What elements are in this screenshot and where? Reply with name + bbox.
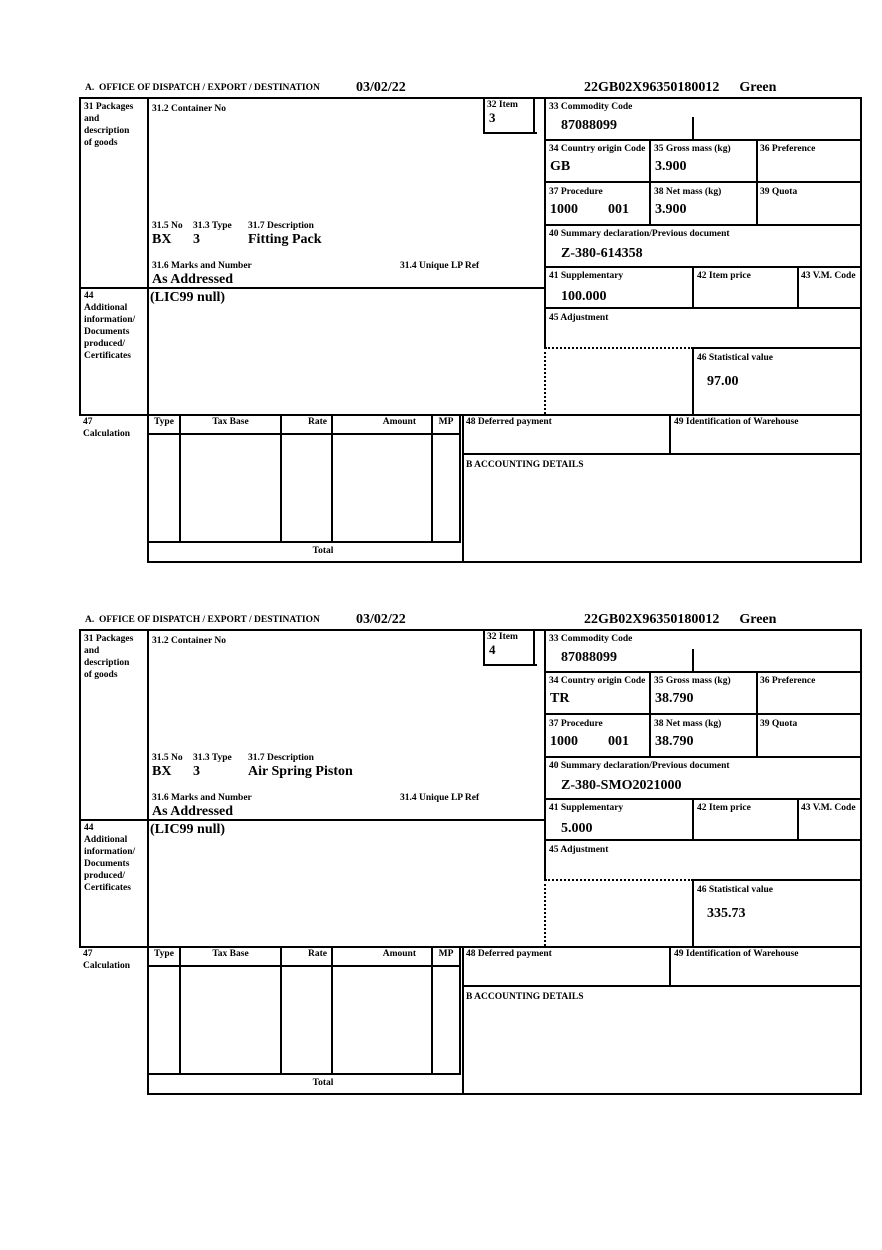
- warehouse-id-label: 49 Identification of Warehouse: [674, 949, 799, 959]
- adjustment-label: 45 Adjustment: [549, 313, 609, 323]
- item-price-label: 42 Item price: [697, 271, 751, 281]
- deferred-payment-label: 48 Deferred payment: [466, 417, 552, 427]
- commodity-code-label: 33 Commodity Code: [549, 102, 633, 112]
- calc-col-amount: Amount: [382, 949, 416, 959]
- net-mass-value: 38.790: [655, 734, 694, 749]
- procedure-label: 37 Procedure: [549, 187, 603, 197]
- supplementary-label: 41 Supplementary: [549, 803, 624, 813]
- goods-description-value: Air Spring Piston: [248, 764, 353, 779]
- accounting-details-label: B ACCOUNTING DETAILS: [466, 460, 584, 470]
- additional-info-label-line6: Certificates: [84, 351, 131, 361]
- item-price-label: 42 Item price: [697, 803, 751, 813]
- additional-info-label-line4: Documents: [84, 327, 130, 337]
- summary-declaration-value: Z-380-SMO2021000: [561, 778, 682, 793]
- calc-col-rate: Rate: [308, 417, 327, 427]
- calculation-label-line2: Calculation: [83, 961, 130, 971]
- total-label: Total: [312, 546, 334, 556]
- movement-reference-number: 22GB02X96350180012: [584, 612, 720, 627]
- supplementary-value: 100.000: [561, 289, 607, 304]
- gross-mass-label: 35 Gross mass (kg): [654, 144, 731, 154]
- declaration-reference: [584, 80, 776, 95]
- preference-label: 36 Preference: [760, 144, 816, 154]
- calc-col-rate: Rate: [308, 949, 327, 959]
- commodity-code-label: 33 Commodity Code: [549, 634, 633, 644]
- accounting-details-label: B ACCOUNTING DETAILS: [466, 992, 584, 1002]
- additional-info-label-line4: Documents: [84, 859, 130, 869]
- packages-label-line4: of goods: [84, 670, 118, 680]
- statistical-value: 335.73: [707, 906, 746, 921]
- marks-number-label: 31.6 Marks and Number: [152, 261, 252, 271]
- marks-number-value: As Addressed: [152, 804, 234, 819]
- additional-info-label-line6: Certificates: [84, 883, 131, 893]
- office-of-dispatch-label: A. OFFICE OF DISPATCH / EXPORT / DESTINATION: [85, 615, 320, 625]
- container-no-label: 31.2 Container No: [152, 104, 226, 114]
- net-mass-label: 38 Net mass (kg): [654, 187, 722, 197]
- country-origin-label: 34 Country origin Code: [549, 676, 646, 686]
- additional-info-label-line1: 44: [84, 823, 94, 833]
- additional-info-label-line3: information/: [84, 315, 136, 325]
- route-indicator: Green: [739, 80, 777, 95]
- gross-mass-label: 35 Gross mass (kg): [654, 676, 731, 686]
- declaration-item-section-1: [0, 80, 882, 564]
- description-label: 31.7 Description: [248, 753, 314, 763]
- deferred-payment-label: 48 Deferred payment: [466, 949, 552, 959]
- marks-number-label: 31.6 Marks and Number: [152, 793, 252, 803]
- commodity-code-value: 87088099: [561, 118, 617, 133]
- calculation-label-line1: 47: [83, 949, 93, 959]
- statistical-value: 97.00: [707, 374, 739, 389]
- net-mass-value: 3.900: [655, 202, 687, 217]
- calc-col-tax-base: Tax Base: [212, 417, 249, 427]
- statistical-value-label: 46 Statistical value: [697, 885, 773, 895]
- additional-info-value: (LIC99 null): [150, 290, 226, 305]
- packages-no-value: BX: [152, 232, 172, 247]
- movement-reference-number: 22GB02X96350180012: [584, 80, 720, 95]
- vm-code-label: 43 V.M. Code: [801, 271, 856, 281]
- net-mass-label: 38 Net mass (kg): [654, 719, 722, 729]
- summary-declaration-label: 40 Summary declaration/Previous document: [549, 229, 730, 239]
- packages-label-line2: and: [84, 646, 100, 656]
- commodity-code-value: 87088099: [561, 650, 617, 665]
- calc-col-type: Type: [154, 949, 174, 959]
- statistical-value-label: 46 Statistical value: [697, 353, 773, 363]
- packages-label-line4: of goods: [84, 138, 118, 148]
- goods-description-value: Fitting Pack: [248, 232, 322, 247]
- item-no-value: 4: [489, 642, 496, 657]
- route-indicator: Green: [739, 612, 777, 627]
- quota-label: 39 Quota: [760, 719, 798, 729]
- total-label: Total: [312, 1078, 334, 1088]
- dispatch-date: 03/02/22: [356, 612, 406, 627]
- summary-declaration-label: 40 Summary declaration/Previous document: [549, 761, 730, 771]
- gross-mass-value: 38.790: [655, 691, 694, 706]
- additional-info-label-line3: information/: [84, 847, 136, 857]
- packages-type-label: 31.3 Type: [193, 221, 232, 231]
- country-origin-value: GB: [550, 159, 571, 174]
- additional-info-label-line5: produced/: [84, 871, 126, 881]
- calc-col-tax-base: Tax Base: [212, 949, 249, 959]
- calc-col-mp: MP: [438, 949, 454, 959]
- packages-no-label: 31.5 No: [152, 753, 183, 763]
- marks-number-value: As Addressed: [152, 272, 234, 287]
- quota-label: 39 Quota: [760, 187, 798, 197]
- calc-col-type: Type: [154, 417, 174, 427]
- procedure-value: 1000: [550, 734, 578, 749]
- summary-declaration-value: Z-380-614358: [561, 246, 643, 261]
- additional-info-label-line2: Additional: [84, 303, 128, 313]
- item-label: 32 Item: [487, 632, 518, 642]
- declaration-item-section-2: [0, 612, 882, 1096]
- unique-lp-ref-label: 31.4 Unique LP Ref: [400, 261, 480, 271]
- item-no-value: 3: [489, 110, 496, 125]
- calculation-label-line2: Calculation: [83, 429, 130, 439]
- country-origin-label: 34 Country origin Code: [549, 144, 646, 154]
- packages-label-line1: 31 Packages: [84, 102, 134, 112]
- dispatch-date: 03/02/22: [356, 80, 406, 95]
- additional-info-label-line2: Additional: [84, 835, 128, 845]
- preference-label: 36 Preference: [760, 676, 816, 686]
- additional-info-value: (LIC99 null): [150, 822, 226, 837]
- additional-info-label-line1: 44: [84, 291, 94, 301]
- additional-info-label-line5: produced/: [84, 339, 126, 349]
- supplementary-value: 5.000: [561, 821, 593, 836]
- procedure-extra-value: 001: [608, 202, 629, 217]
- gross-mass-value: 3.900: [655, 159, 687, 174]
- supplementary-label: 41 Supplementary: [549, 271, 624, 281]
- packages-no-label: 31.5 No: [152, 221, 183, 231]
- vm-code-label: 43 V.M. Code: [801, 803, 856, 813]
- calc-col-amount: Amount: [382, 417, 416, 427]
- packages-no-value: BX: [152, 764, 172, 779]
- packages-label-line3: description: [84, 658, 130, 668]
- procedure-extra-value: 001: [608, 734, 629, 749]
- packages-label-line2: and: [84, 114, 100, 124]
- warehouse-id-label: 49 Identification of Warehouse: [674, 417, 799, 427]
- adjustment-label: 45 Adjustment: [549, 845, 609, 855]
- country-origin-value: TR: [550, 691, 570, 706]
- unique-lp-ref-label: 31.4 Unique LP Ref: [400, 793, 480, 803]
- procedure-value: 1000: [550, 202, 578, 217]
- packages-type-value: 3: [193, 232, 200, 247]
- packages-type-label: 31.3 Type: [193, 753, 232, 763]
- declaration-reference: [584, 612, 776, 627]
- office-of-dispatch-label: A. OFFICE OF DISPATCH / EXPORT / DESTINATION: [85, 83, 320, 93]
- calculation-label-line1: 47: [83, 417, 93, 427]
- procedure-label: 37 Procedure: [549, 719, 603, 729]
- container-no-label: 31.2 Container No: [152, 636, 226, 646]
- description-label: 31.7 Description: [248, 221, 314, 231]
- packages-type-value: 3: [193, 764, 200, 779]
- calc-col-mp: MP: [438, 417, 454, 427]
- item-label: 32 Item: [487, 100, 518, 110]
- packages-label-line3: description: [84, 126, 130, 136]
- packages-label-line1: 31 Packages: [84, 634, 134, 644]
